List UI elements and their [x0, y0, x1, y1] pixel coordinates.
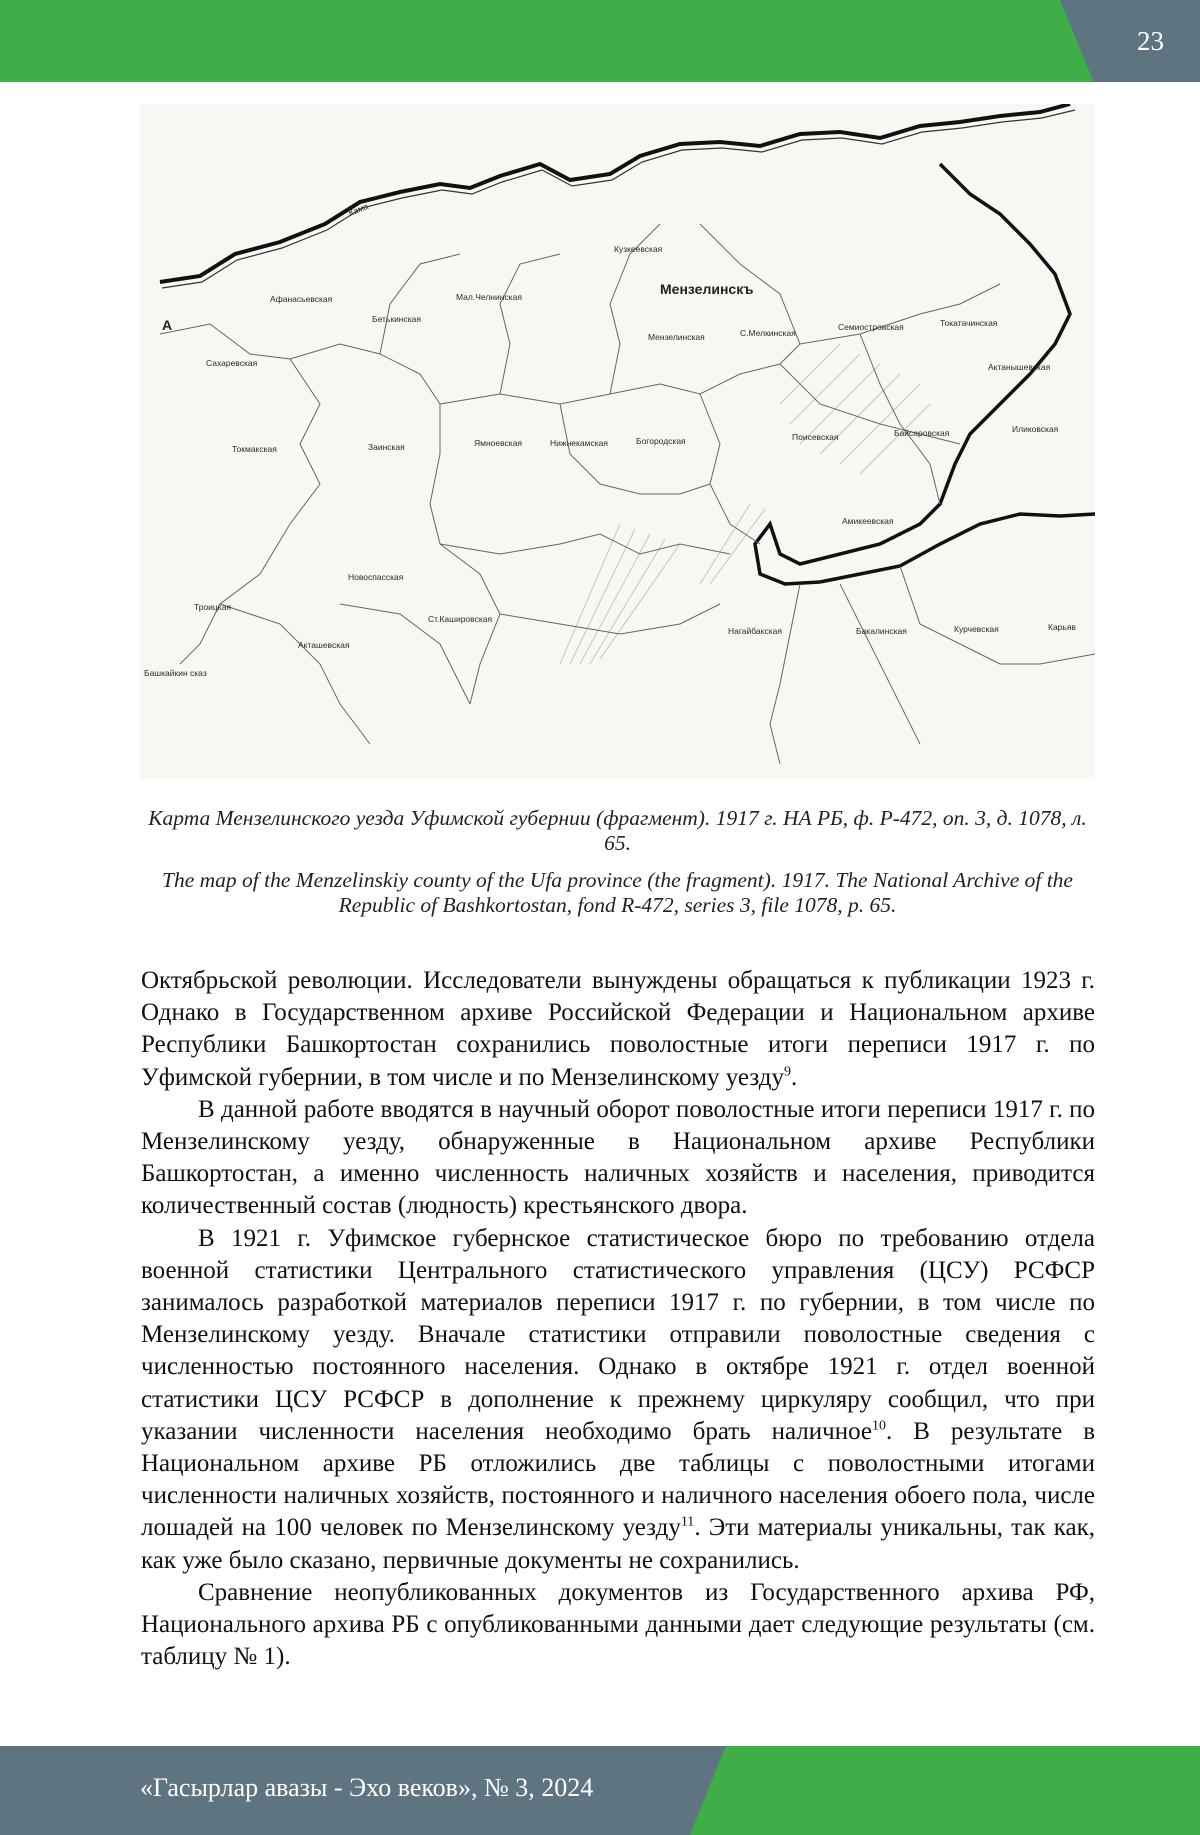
map-label-kuzkeevskaya: Кузкеевская	[614, 244, 663, 254]
map-label-kama: Кама	[347, 201, 370, 218]
map-label-sakharevskaya: Сахаревская	[206, 358, 258, 368]
map-label-nizhnekamskaya: Нижнекамская	[550, 438, 608, 448]
paragraph-1	[141, 965, 1095, 1094]
map-label-menzelinskaya: Мензелинская	[648, 332, 705, 342]
paragraph-1-text: Октябрьской революции. Исследователи вынуждены обращаться к публикации 1923 г. Однако в Государственном архиве Российской Федерации и Национальном архиве Республики Башкортостан сохранились поволостные итоги переписи 1917 г. по Уфимской губернии, в том числе и по Мензелинскому уезду	[141, 967, 1095, 1091]
paragraph-1-end: .	[791, 1064, 797, 1091]
map-label-ilikovskaya: Иликовская	[1012, 424, 1059, 434]
article-body	[141, 965, 1095, 1673]
map-label-poisevskaya: Поисевская	[792, 432, 839, 442]
map-label-menzelinsk: Мензелинскъ	[660, 281, 753, 297]
map-image	[140, 104, 1095, 779]
map-label-yagodnaya: Нагайбакская	[728, 626, 782, 636]
map-label-tokmakskaya: Токмакская	[232, 444, 277, 454]
footnote-ref-10[interactable]: 10	[872, 1419, 886, 1434]
map-label-zainskaya: Заинская	[368, 442, 405, 452]
map-caption-en: The map of the Menzelinskiy county of the Ufa province (the fragment). 1917. The National Archive of the Republic of Bashkortostan, fond R-472, series 3, file 1078, p. 65.	[140, 868, 1095, 918]
header-band	[0, 0, 1200, 82]
map-caption-ru: Карта Мензелинского уезда Уфимской губернии (фрагмент). 1917 г. НА РБ, ф. Р-472, оп. 3, д. 1078, л. 65.	[140, 806, 1095, 856]
footnote-ref-9[interactable]: 9	[784, 1064, 791, 1079]
map-label-baysarovskaya: Байсаровская	[894, 428, 950, 438]
paragraph-3-text-c: . Эти материалы уникальны, так как, как уже было сказано, первичные документы не сохранились.	[141, 1514, 1095, 1573]
map-label-st-kashirovskaya: Ст.Кашировская	[428, 614, 492, 624]
map-label-yamnovskaya: Ямноевская	[474, 438, 522, 448]
paragraph-3-text-b: . В результате в Национальном архиве РБ отложились две таблицы с поволостными итогами численности наличных хозяйств, постоянного и наличного населения обоего пола, числе лошадей на 100 человек по Мензелинскому уезду	[141, 1418, 1095, 1542]
map-label-aktashevskaya: Акташевская	[298, 640, 350, 650]
footer-accent	[690, 1746, 1200, 1835]
journal-title: «Гасырлар авазы - Эхо веков», № 3, 2024	[140, 1773, 593, 1803]
map-label-kurcheevskaya: Курчевская	[954, 624, 999, 634]
footnote-ref-11[interactable]: 11	[681, 1515, 694, 1530]
map-label-troitskaya: Троицкая	[194, 602, 231, 612]
map-label-semiostrovskaya: Семиостровская	[838, 322, 904, 332]
map-label-karyav: Карьяв	[1048, 622, 1076, 632]
map-label-togatagsk: Токатачинская	[940, 318, 998, 328]
paragraph-2: В данной работе вводятся в научный оборот поволостные итоги переписи 1917 г. по Мензелинскому уезду, обнаруженные в Национальном архиве Республики Башкортостан, а именно численность наличных хозяйств и населения, приводится количественный состав (людность) крестьянского двора.	[141, 1094, 1095, 1223]
map-label-a: А	[162, 317, 172, 333]
map-label-s-melnikovskaya: С.Мелкинская	[740, 328, 796, 338]
map-label-novospasskaya: Новоспасская	[348, 572, 404, 582]
map-drawing	[140, 104, 1095, 779]
page-number: 23	[1137, 26, 1164, 57]
map-label-mal-cheminskaya: Мал.Челнинская	[456, 292, 522, 302]
map-label-aktanyshevskaya: Актанышевская	[988, 362, 1051, 372]
map-label-afanasevskaya: Афанасьевская	[270, 294, 333, 304]
paragraph-3	[141, 1223, 1095, 1577]
map-label-amikeevskaya: Амикеевская	[842, 516, 894, 526]
paragraph-4: Сравнение неопубликованных документов из Государственного архива РФ, Национального архива РБ с опубликованными данными дает следующие результаты (см. таблицу № 1).	[141, 1577, 1095, 1674]
map-label-bogorodskaya: Богородская	[636, 436, 686, 446]
paragraph-3-text-a: В 1921 г. Уфимское губернское статистическое бюро по требованию отдела военной статистики Центрального статистического управления (ЦСУ) РСФСР занималось разработкой материалов переписи 1917 г. по губернии, в том числе по Мензелинскому уезду. Вначале статистики отправили поволостные сведения с численностью постоянного населения. Однако в октябре 1921 г. отдел военной статистики ЦСУ РСФСР в дополнение к прежнему циркуляру сообщил, что при указании численности населения необходимо брать наличное	[141, 1225, 1095, 1445]
map-label-betkinskaya: Бетькинская	[372, 314, 421, 324]
map-label-bashkaykin: Башкайкин сказ	[144, 668, 207, 678]
map-label-bakalinskaya: Бакалинская	[856, 626, 907, 636]
